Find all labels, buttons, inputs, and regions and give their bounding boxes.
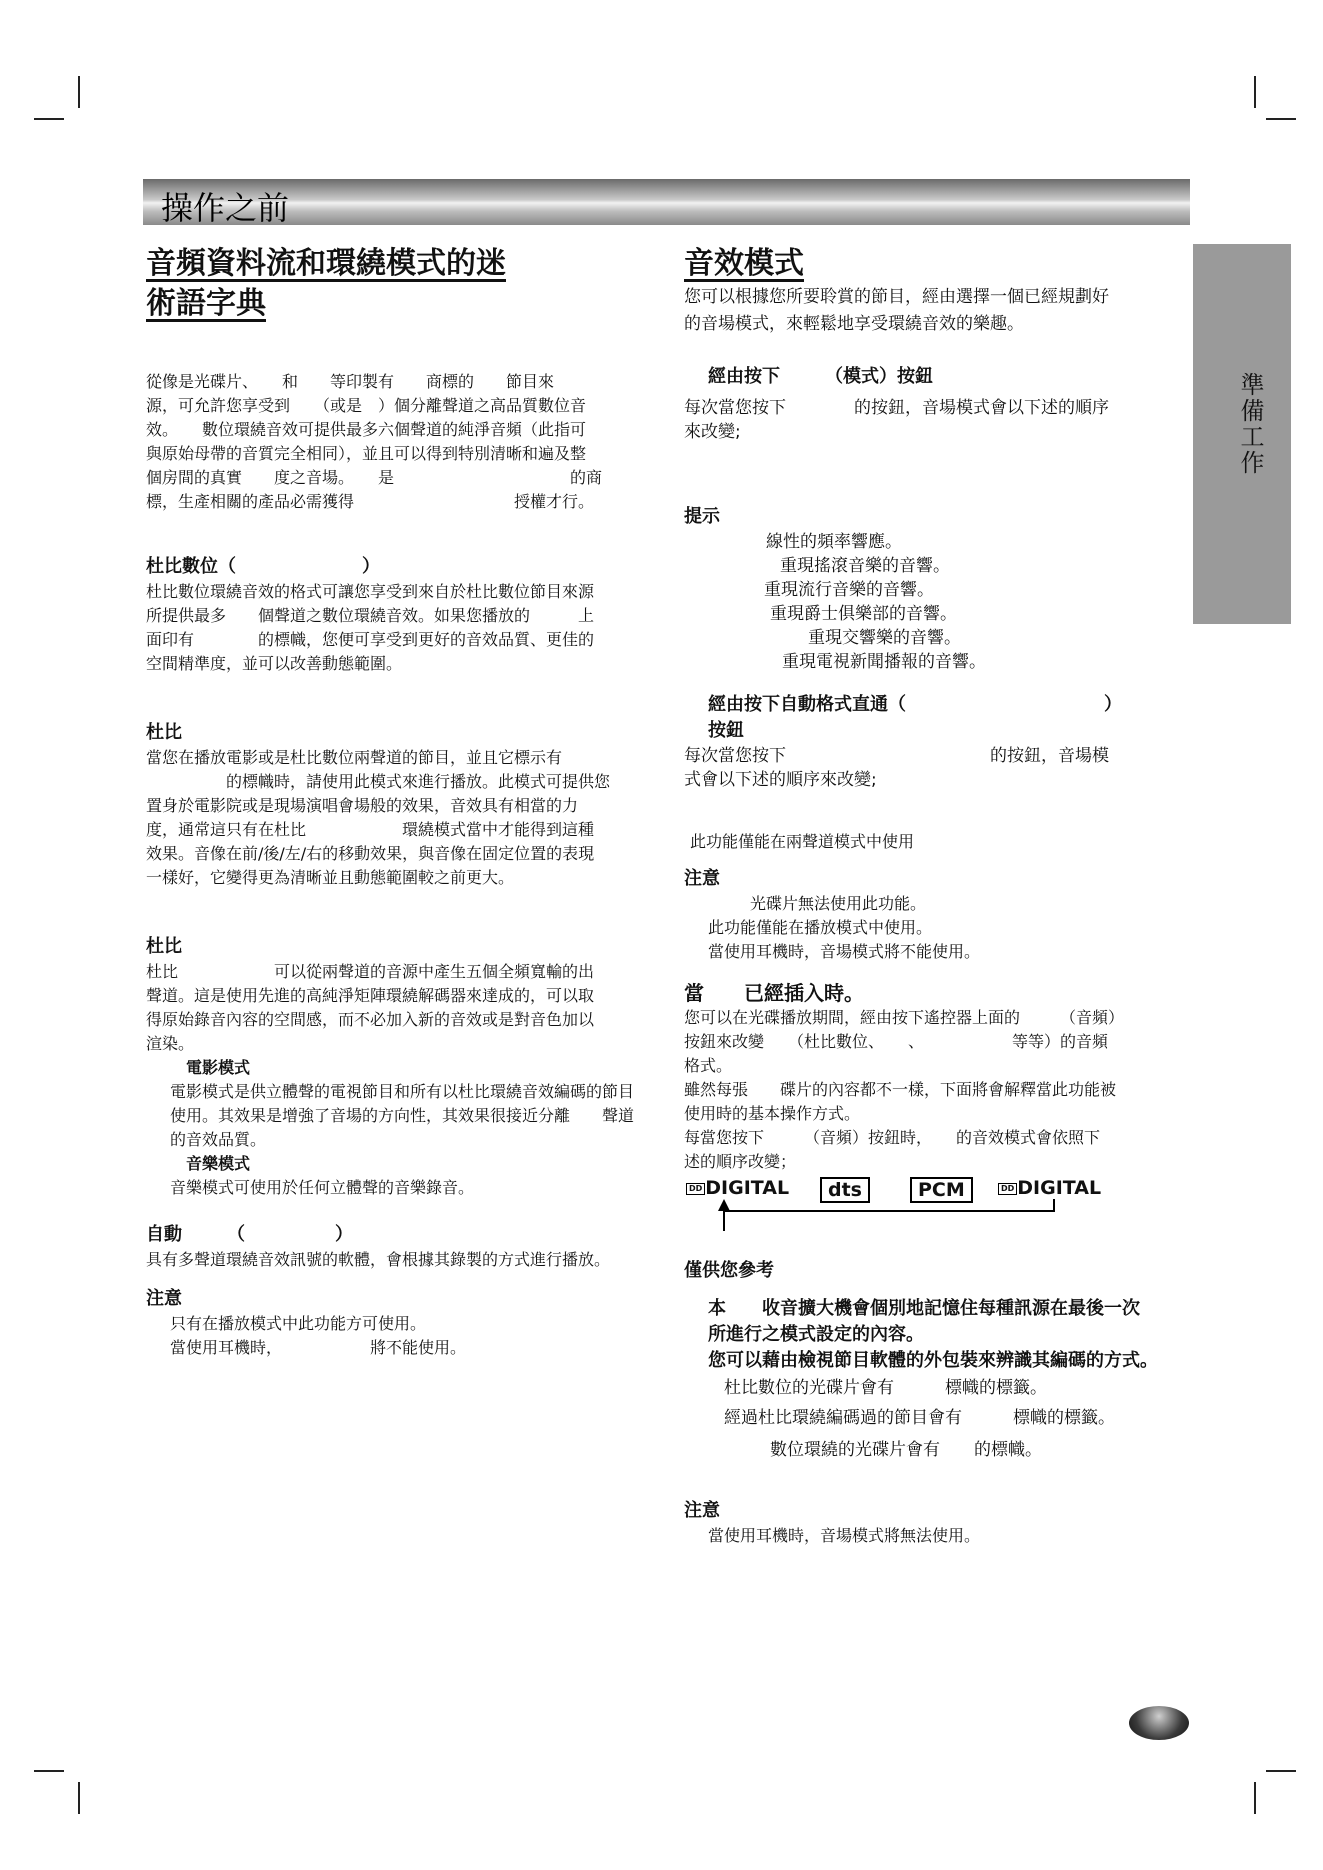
pl2-line: 聲道。這是使用先進的高純淨矩陣環繞解碼器來達成的，可以取: [146, 986, 595, 1005]
crop-mark: [78, 1782, 80, 1814]
dd-line: 面印有 的標幟，您便可享受到更好的音效品質、更佳的: [146, 630, 595, 649]
tip-item: 重現電視新聞播報的音響。: [782, 652, 986, 672]
section-title: 操作之前: [161, 189, 290, 227]
tips-heading: 提示: [684, 506, 720, 527]
pl-line: 當您在播放電影或是杜比數位兩聲道的節目，並且它標示有: [146, 748, 563, 767]
right-column-lower: [684, 1258, 1196, 1548]
pl-line: 度，通常這只有在杜比 環繞模式當中才能得到這種: [146, 820, 595, 839]
inserted-heading: 當 已經插入時。: [684, 981, 864, 1005]
pl-line: 一樣好，它變得更為清晰並且動態範圍較之前更大。: [146, 868, 515, 887]
intro-line: 標，生產相關的產品必需獲得 授權才行。: [146, 492, 595, 511]
crop-mark: [34, 118, 64, 120]
auto-format-heading-cont: 按鈕: [708, 720, 744, 741]
dolby-logo-icon: DD: [686, 1183, 705, 1195]
intro-line: 個房間的真實 度之音場。 是 的商: [146, 468, 603, 487]
dolby-digital-heading: 杜比數位（ ）: [146, 556, 380, 577]
inserted-line: 雖然每張 碟片的內容都不一樣，下面將會解釋當此功能被: [684, 1080, 1117, 1099]
dd-line: 杜比數位環繞音效的格式可讓您享受到來自於杜比數位節目來源: [146, 582, 595, 601]
auto-line: 具有多聲道環繞音效訊號的軟體，會根據其錄製的方式進行播放。: [146, 1250, 611, 1269]
crop-mark: [1266, 118, 1296, 120]
right-column: [684, 244, 1192, 1174]
note1-item: 當使用耳機時，音場模式將不能使用。: [708, 942, 981, 961]
intro-line: 從像是光碟片、 和 等印製有 商標的 節目來: [146, 372, 555, 391]
music-mode-heading: 音樂模式: [186, 1154, 251, 1173]
crop-mark: [78, 76, 80, 108]
movie-line: 使用。其效果是增強了音場的方向性，其效果很接近分離 聲道: [170, 1106, 635, 1125]
inserted-line: 述的順序改變；: [684, 1152, 797, 1171]
audio-format-sequence: [686, 1177, 1106, 1237]
left-title-line2: 術語字典: [146, 286, 266, 321]
side-tab-label: 準備工作: [1236, 372, 1264, 476]
inserted-line: 使用時的基本操作方式。: [684, 1104, 861, 1123]
auto-format-note: 此功能僅能在兩聲道模式中使用: [690, 832, 915, 851]
mode-button-heading: 經由按下 （模式）按鈕: [708, 366, 933, 387]
note2-line: 當使用耳機時，音場模式將無法使用。: [708, 1526, 981, 1545]
note-item: 只有在播放模式中此功能方可使用。: [170, 1314, 427, 1333]
pl2-line: 杜比 可以從兩聲道的音源中產生五個全頻寬輸的出: [146, 962, 595, 981]
seq-pcm: PCM: [910, 1177, 973, 1203]
right-intro-line: 的音場模式，來輕鬆地享受環繞音效的樂趣。: [684, 314, 1024, 334]
mode-line: 每次當您按下 的按鈕，音場模式會以下述的順序: [684, 398, 1109, 418]
inserted-line: 按鈕來改變 （杜比數位、 、 等等）的音頻: [684, 1032, 1109, 1051]
crop-mark: [1266, 1770, 1296, 1772]
note1-heading: 注意: [684, 868, 720, 889]
intro-line: 效。 數位環繞音效可提供最多六個聲道的純淨音頻（此指可: [146, 420, 587, 439]
pl-line: 效果。音像在前/後/左/右的移動效果，與音像在固定位置的表現: [146, 844, 595, 863]
ref-item: 您可以藉由檢視節目軟體的外包裝來辨識其編碼的方式。: [708, 1350, 1158, 1371]
auto-format-heading: 經由按下自動格式直通（ ）: [708, 694, 1122, 715]
prologic-heading: 杜比: [146, 722, 182, 743]
prologic2-heading: 杜比: [146, 936, 182, 957]
inserted-line: 您可以在光碟播放期間，經由按下遙控器上面的 （音頻）: [684, 1008, 1125, 1027]
inserted-line: 格式。: [684, 1056, 733, 1075]
tip-item: 重現搖滾音樂的音響。: [780, 556, 950, 576]
seq-dolby-digital-1: DD DIGITAL: [686, 1177, 789, 1199]
pl2-line: 渲染。: [146, 1034, 195, 1053]
ref-item: 數位環繞的光碟片會有 的標幟。: [770, 1440, 1042, 1460]
inserted-line: 每當您按下 （音頻）按鈕時， 的音效模式會依照下: [684, 1128, 1101, 1147]
intro-line: 與原始母帶的音質完全相同），並且可以得到特別清晰和遍及整: [146, 444, 587, 463]
movie-line: 的音效品質。: [170, 1130, 267, 1149]
dd-line: 所提供最多 個聲道之數位環繞音效。如果您播放的 上: [146, 606, 595, 625]
music-line: 音樂模式可使用於任何立體聲的音樂錄音。: [170, 1178, 475, 1197]
movie-mode-heading: 電影模式: [186, 1058, 251, 1077]
note-item: 當使用耳機時， 將不能使用。: [170, 1338, 467, 1357]
right-title: 音效模式: [684, 246, 804, 281]
auto-format-line: 式會以下述的順序來改變;: [684, 770, 877, 790]
note-heading: 注意: [146, 1288, 182, 1309]
dd-line: 空間精準度，並可以改善動態範圍。: [146, 654, 403, 673]
auto-format-line: 每次當您按下 的按鈕，音場模: [684, 746, 1109, 766]
intro-line: 源，可允許您享受到 （或是 ）個分離聲道之高品質數位音: [146, 396, 587, 415]
right-intro-line: 您可以根據您所要聆賞的節目，經由選擇一個已經規劃好: [684, 287, 1109, 307]
sequence-loop-arrow: [686, 1177, 1106, 1237]
ref-item: 所進行之模式設定的內容。: [708, 1324, 924, 1345]
section-header-bar: [143, 179, 1190, 225]
ref-item: 杜比數位的光碟片會有 標幟的標籤。: [724, 1378, 1047, 1398]
note2-heading: 注意: [684, 1500, 720, 1521]
movie-line: 電影模式是供立體聲的電視節目和所有以杜比環繞音效編碼的節目: [170, 1082, 635, 1101]
mode-line: 來改變;: [684, 422, 741, 442]
ref-heading: 僅供您參考: [684, 1260, 774, 1281]
pl-line: 的標幟時，請使用此模式來進行播放。此模式可提供您: [146, 772, 611, 791]
left-column: [146, 244, 650, 1360]
side-tab: [1193, 244, 1291, 624]
tip-item: 重現爵士俱樂部的音響。: [770, 604, 957, 624]
dolby-logo-icon: DD: [998, 1183, 1017, 1195]
tip-item: 重現流行音樂的音響。: [764, 580, 934, 600]
pl2-line: 得原始錄音內容的空間感，而不必加入新的音效或是對音色加以: [146, 1010, 595, 1029]
page-number-badge: [1129, 1706, 1189, 1740]
seq-dts: dts: [820, 1177, 870, 1203]
crop-mark: [34, 1770, 64, 1772]
auto-heading: 自動 （ ）: [146, 1224, 353, 1245]
seq-dolby-digital-2: DD DIGITAL: [998, 1177, 1101, 1199]
crop-mark: [1254, 76, 1256, 108]
note1-item: 光碟片無法使用此功能。: [750, 894, 927, 913]
ref-item: 經過杜比環繞編碼過的節目會有 標幟的標籤。: [724, 1408, 1115, 1428]
tip-item: 重現交響樂的音響。: [808, 628, 961, 648]
tip-item: 線性的頻率響應。: [766, 532, 902, 552]
note1-item: 此功能僅能在播放模式中使用。: [708, 918, 933, 937]
left-title-line1: 音頻資料流和環繞模式的迷: [146, 246, 506, 281]
pl-line: 置身於電影院或是現場演唱會場般的效果，音效具有相當的力: [146, 796, 579, 815]
crop-mark: [1254, 1782, 1256, 1814]
ref-item: 本 收音擴大機會個別地記憶住每種訊源在最後一次: [708, 1298, 1140, 1319]
